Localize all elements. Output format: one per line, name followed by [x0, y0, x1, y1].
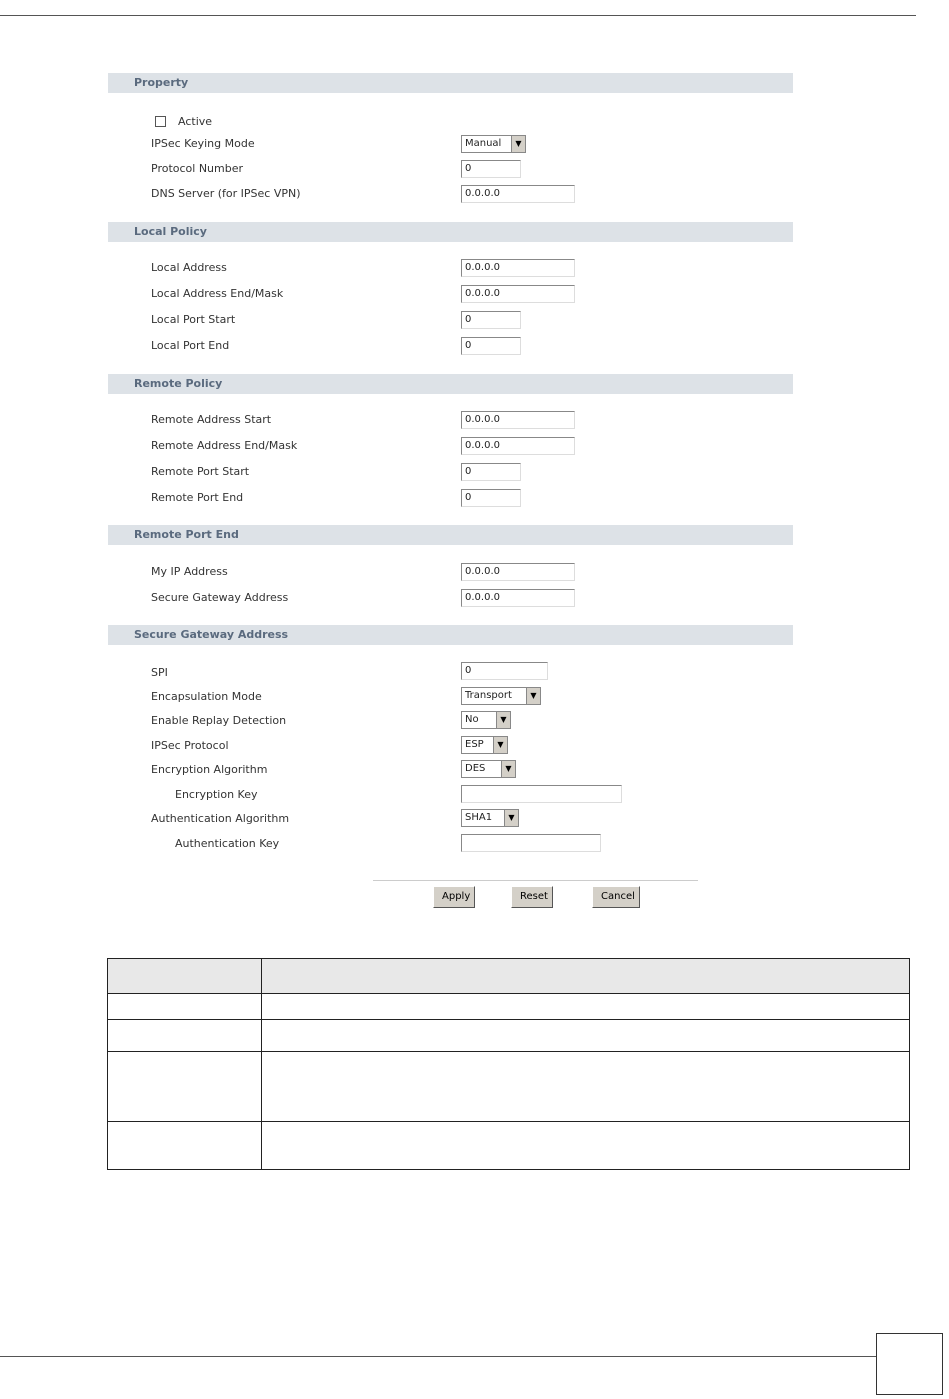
section-secure-gateway: Secure Gateway Address [108, 625, 793, 645]
keying-mode-value: Manual [465, 138, 502, 149]
table-cell [108, 994, 262, 1020]
table-cell [262, 994, 910, 1020]
table-row [108, 1122, 910, 1170]
authentication-algorithm-select[interactable] [461, 809, 519, 827]
ipsec-manual-screen [108, 73, 793, 920]
header-rule [0, 15, 916, 16]
ipsec-protocol-select[interactable] [461, 736, 508, 754]
protocol-number-input[interactable]: 0 [461, 160, 521, 178]
local-address-end-input[interactable]: 0.0.0.0 [461, 285, 575, 303]
encapsulation-mode-label: Encapsulation Mode [151, 690, 262, 703]
dns-server-input[interactable]: 0.0.0.0 [461, 185, 575, 203]
replay-detection-label: Enable Replay Detection [151, 714, 287, 727]
table-cell [108, 1020, 262, 1052]
my-ip-label: My IP Address [151, 565, 228, 578]
table-row [108, 1052, 910, 1122]
chevron-down-icon: ▼ [511, 136, 525, 152]
spi-input[interactable]: 0 [461, 662, 548, 680]
encryption-key-input[interactable] [461, 785, 622, 803]
chevron-down-icon: ▼ [526, 688, 540, 704]
remote-address-start-input[interactable]: 0.0.0.0 [461, 411, 575, 429]
dns-server-label: DNS Server (for IPSec VPN) [151, 187, 301, 200]
remote-address-start-label: Remote Address Start [151, 413, 272, 426]
section-property: Property [108, 73, 793, 93]
encryption-key-label: Encryption Key [175, 788, 258, 801]
remote-port-start-input[interactable]: 0 [461, 463, 521, 481]
my-ip-input[interactable]: 0.0.0.0 [461, 563, 575, 581]
local-port-end-label: Local Port End [151, 339, 230, 352]
secure-gateway-input[interactable]: 0.0.0.0 [461, 589, 575, 607]
table-header-cell [108, 959, 262, 994]
authentication-algorithm-label: Authentication Algorithm [151, 812, 290, 825]
remote-port-end-label: Remote Port End [151, 491, 244, 504]
authentication-key-label: Authentication Key [175, 837, 280, 850]
keying-mode-select[interactable] [461, 135, 526, 153]
table-cell [108, 1122, 262, 1170]
remote-address-end-input[interactable]: 0.0.0.0 [461, 437, 575, 455]
section-remote-port-end: Remote Port End [108, 525, 793, 545]
apply-button[interactable]: Apply [433, 886, 475, 908]
footer-rule [0, 1356, 876, 1357]
table-header-cell [262, 959, 910, 994]
encapsulation-mode-value: Transport [465, 690, 512, 701]
encapsulation-mode-select[interactable] [461, 687, 541, 705]
remote-port-end-input[interactable]: 0 [461, 489, 521, 507]
cancel-button[interactable]: Cancel [592, 886, 640, 908]
section-remote-policy: Remote Policy [108, 374, 793, 394]
page-number-box [876, 1333, 943, 1395]
encryption-algorithm-select[interactable] [461, 760, 516, 778]
table-cell [108, 1052, 262, 1122]
button-divider [373, 880, 698, 881]
replay-detection-value: No [465, 714, 479, 725]
authentication-algorithm-value: SHA1 [465, 812, 493, 823]
protocol-number-label: Protocol Number [151, 162, 244, 175]
table-row [108, 1020, 910, 1052]
chevron-down-icon: ▼ [504, 810, 518, 826]
section-local-policy: Local Policy [108, 222, 793, 242]
field-description-table [107, 958, 910, 1170]
local-address-input[interactable]: 0.0.0.0 [461, 259, 575, 277]
table-cell [262, 1122, 910, 1170]
encryption-algorithm-label: Encryption Algorithm [151, 763, 268, 776]
table-row [108, 994, 910, 1020]
spi-label: SPI [151, 666, 168, 679]
table-cell [262, 1020, 910, 1052]
chevron-down-icon: ▼ [496, 712, 510, 728]
encryption-algorithm-value: DES [465, 763, 486, 774]
chevron-down-icon: ▼ [501, 761, 515, 777]
local-port-start-input[interactable]: 0 [461, 311, 521, 329]
replay-detection-select[interactable] [461, 711, 511, 729]
local-address-label: Local Address [151, 261, 227, 274]
table-header-row [108, 959, 910, 994]
keying-mode-label: IPSec Keying Mode [151, 137, 255, 150]
remote-port-start-label: Remote Port Start [151, 465, 250, 478]
secure-gateway-label: Secure Gateway Address [151, 591, 289, 604]
local-port-end-input[interactable]: 0 [461, 337, 521, 355]
authentication-key-input[interactable] [461, 834, 601, 852]
active-label: Active [178, 115, 213, 128]
ipsec-protocol-value: ESP [465, 739, 484, 750]
table-cell [262, 1052, 910, 1122]
remote-address-end-label: Remote Address End/Mask [151, 439, 298, 452]
reset-button[interactable]: Reset [511, 886, 553, 908]
chevron-down-icon: ▼ [493, 737, 507, 753]
ipsec-protocol-label: IPSec Protocol [151, 739, 229, 752]
active-checkbox[interactable] [155, 116, 166, 127]
local-address-end-label: Local Address End/Mask [151, 287, 284, 300]
local-port-start-label: Local Port Start [151, 313, 236, 326]
